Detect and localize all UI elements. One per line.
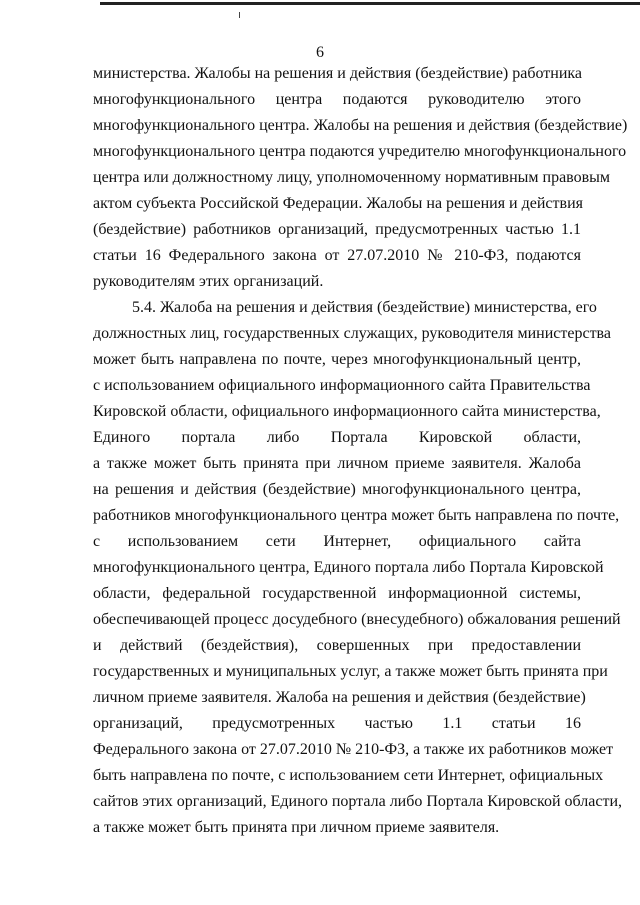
text-line: на решения и действия (бездействие) многофункционального центра, bbox=[93, 481, 581, 498]
text-line: актом субъекта Российской Федерации. Жалобы на решения и действия bbox=[93, 195, 583, 212]
text-line: Единого портала либо Портала Кировской области, bbox=[93, 429, 581, 446]
text-line: министерства. Жалобы на решения и действия (бездействие) работника bbox=[93, 65, 583, 82]
text-line: Кировской области, официального информационного сайта министерства, bbox=[93, 403, 601, 420]
text-line: сайтов этих организаций, Единого портала либо Портала Кировской области, bbox=[93, 793, 623, 810]
text-line: государственных и муниципальных услуг, а также может быть принята при bbox=[93, 663, 608, 680]
text-line: работников многофункционального центра может быть направлена по почте, bbox=[93, 507, 620, 524]
text-line: с использованием официального информационного сайта Правительства bbox=[93, 377, 591, 394]
paragraph-first-line: 5.4. Жалоба на решения и действия (бездействие) министерства, его bbox=[132, 299, 597, 316]
page-number: 6 bbox=[316, 44, 324, 61]
text-line: организаций, предусмотренных частью 1.1 статьи 16 bbox=[93, 715, 581, 732]
scan-mark bbox=[239, 12, 240, 18]
text-line: многофункционального центра подаются руководителю этого bbox=[93, 91, 581, 108]
text-line: с использованием сети Интернет, официального сайта bbox=[93, 533, 581, 550]
text-line: многофункционального центра, Единого портала либо Портала Кировской bbox=[93, 559, 604, 576]
text-line: личном приеме заявителя. Жалоба на решения и действия (бездействие) bbox=[93, 689, 586, 706]
text-line: (бездействие) работников организаций, предусмотренных частью 1.1 bbox=[93, 221, 581, 238]
text-line: обеспечивающей процесс досудебного (внесудебного) обжалования решений bbox=[93, 611, 621, 628]
text-line: многофункционального центра. Жалобы на решения и действия (бездействие) bbox=[93, 117, 628, 134]
text-line: и действий (бездействия), совершенных при предоставлении bbox=[93, 637, 581, 654]
text-line: центра или должностному лицу, уполномоченному нормативным правовым bbox=[93, 169, 611, 186]
text-line: может быть направлена по почте, через многофункциональный центр, bbox=[93, 351, 581, 368]
text-line: быть направлена по почте, с использованием сети Интернет, официальных bbox=[93, 767, 604, 784]
text-line: Федерального закона от 27.07.2010 № 210-ФЗ, а также их работников может bbox=[93, 741, 614, 758]
text-line: области, федеральной государственной информационной системы, bbox=[93, 585, 581, 602]
text-line: а также может быть принята при личном приеме заявителя. Жалоба bbox=[93, 455, 581, 472]
text-line: многофункционального центра подаются учредителю многофункционального bbox=[93, 143, 627, 160]
top-border-line bbox=[100, 2, 640, 5]
text-line: статьи 16 Федерального закона от 27.07.2010 № 210-ФЗ, подаются bbox=[93, 247, 581, 264]
text-line: а также может быть принята при личном приеме заявителя. bbox=[93, 819, 500, 836]
text-line: должностных лиц, государственных служащих, руководителя министерства bbox=[93, 325, 611, 342]
document-body bbox=[93, 61, 628, 841]
text-line: руководителям этих организаций. bbox=[93, 273, 324, 290]
